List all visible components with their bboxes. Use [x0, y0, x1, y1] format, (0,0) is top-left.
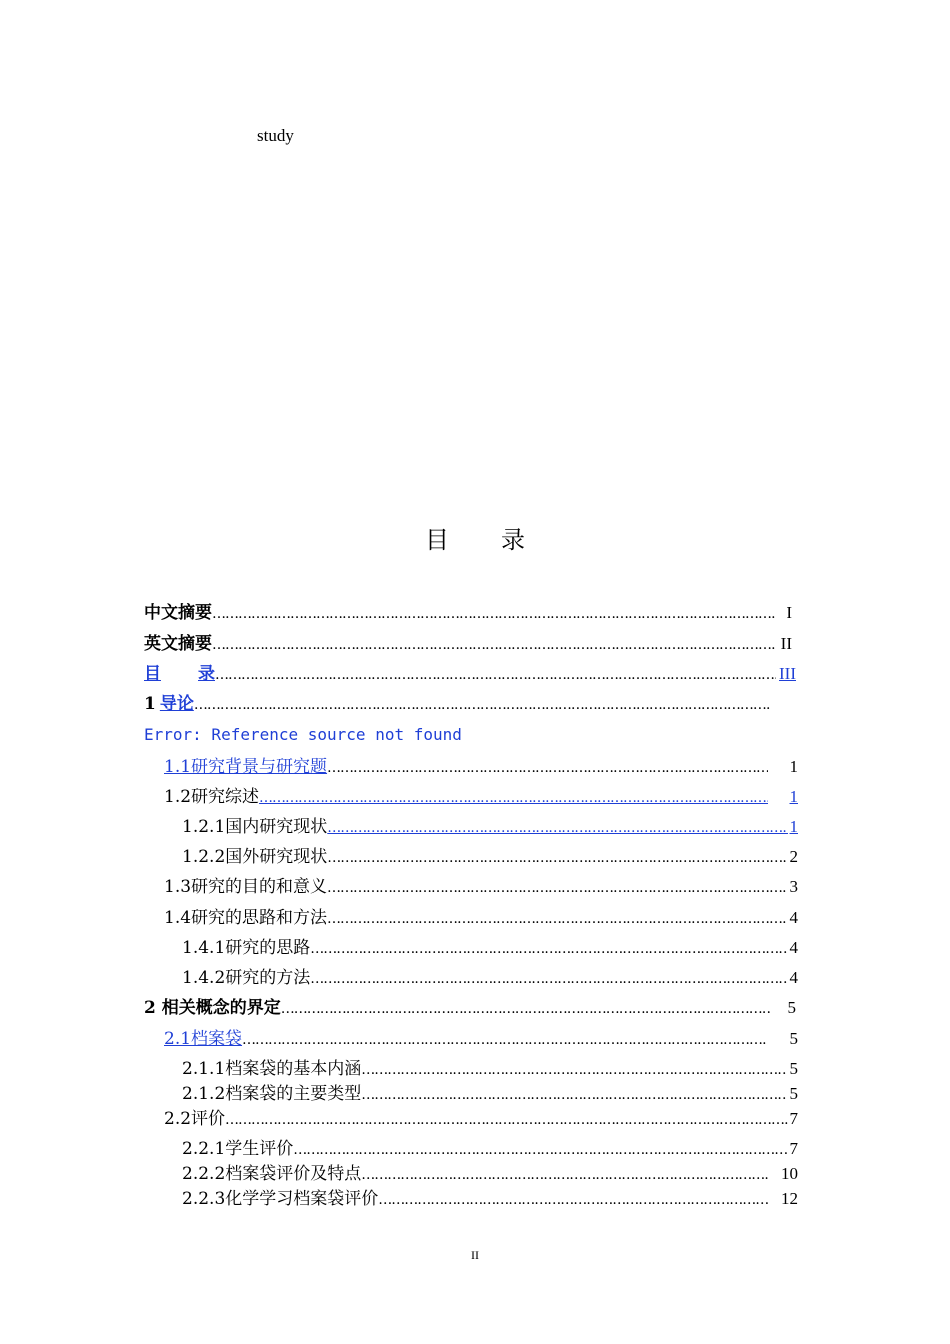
toc-entry-1-4[interactable]	[164, 905, 798, 929]
toc-page: 5	[789, 1029, 798, 1048]
toc-entry-1-4-2[interactable]	[182, 965, 798, 989]
toc-leader	[259, 788, 768, 808]
toc-leader	[212, 635, 776, 655]
toc-entry-1-4-1[interactable]	[182, 935, 798, 959]
toc-page: I	[786, 603, 792, 622]
toc-label: 2.2.3化学学习档案袋评价	[182, 1189, 379, 1209]
toc-entry-contents[interactable]	[144, 661, 796, 685]
toc-label: 1.4.2研究的方法	[182, 968, 311, 988]
toc-page: 7	[789, 1109, 798, 1128]
toc-page: 3	[789, 877, 798, 896]
toc-leader	[242, 1030, 768, 1050]
toc-label: 1.4.1研究的思路	[182, 938, 311, 958]
toc-leader	[293, 1140, 788, 1160]
toc-label: 2.2评价	[164, 1109, 226, 1129]
toc-leader	[281, 999, 772, 1019]
toc-entry-ch1[interactable]	[144, 691, 770, 715]
page-number-footer: II	[471, 1248, 479, 1262]
toc-entry-1-2-1[interactable]	[182, 814, 798, 838]
toc-label: 1.2研究综述	[164, 787, 260, 807]
toc-leader	[327, 758, 768, 778]
toc-entry-1-2-2[interactable]	[182, 844, 798, 868]
toc-leader	[361, 1165, 768, 1185]
toc-entry-1-3[interactable]	[164, 874, 798, 898]
toc-entry-zh-abstract[interactable]	[144, 600, 792, 624]
toc-entry-ch2[interactable]	[144, 995, 796, 1019]
toc-leader	[327, 848, 788, 868]
toc-entry-2-1[interactable]	[164, 1026, 798, 1050]
toc-label: 2.2.2档案袋评价及特点	[182, 1164, 362, 1184]
toc-title-left: 目	[425, 526, 449, 554]
toc-page: 1	[789, 817, 798, 836]
toc-label: 2.1档案袋	[164, 1029, 243, 1049]
toc-title	[0, 520, 950, 555]
toc-page: 5	[787, 998, 796, 1017]
toc-entry-2-2[interactable]	[164, 1106, 798, 1130]
toc-entry-2-2-2[interactable]	[182, 1161, 798, 1185]
toc-title-right: 录	[501, 526, 525, 554]
toc-page: 12	[781, 1189, 798, 1208]
toc-entry-en-abstract[interactable]	[144, 631, 792, 655]
toc-leader	[225, 1110, 788, 1130]
toc-page: 1	[789, 757, 798, 776]
toc-page: 5	[789, 1059, 798, 1078]
toc-page: 4	[789, 908, 798, 927]
toc-leader	[310, 969, 788, 989]
toc-entry-1-1[interactable]	[164, 754, 798, 778]
toc-entry-2-2-1[interactable]	[182, 1136, 798, 1160]
toc-label: 导论	[159, 694, 194, 714]
toc-page: 2	[789, 847, 798, 866]
toc-leader	[327, 878, 788, 898]
top-text: study	[257, 126, 294, 145]
toc-leader	[194, 695, 770, 715]
toc-entry-1-2[interactable]	[164, 784, 798, 808]
toc-page: 4	[789, 968, 798, 987]
toc-leader	[310, 939, 788, 959]
toc-leader	[327, 909, 788, 929]
toc-label: 中文摘要	[144, 603, 212, 623]
toc-label: 英文摘要	[144, 634, 212, 654]
toc-page: II	[780, 634, 792, 653]
toc-leader	[327, 818, 788, 838]
toc-label: 2 相关概念的界定	[144, 998, 281, 1018]
toc-leader	[361, 1060, 788, 1080]
toc-label: 1.2.2国外研究现状	[182, 847, 328, 867]
toc-label: 1.2.1国内研究现状	[182, 817, 328, 837]
toc-label: 2.1.2档案袋的主要类型	[182, 1084, 362, 1104]
toc-label: 2.2.1学生评价	[182, 1139, 294, 1159]
toc-page: 7	[789, 1139, 798, 1158]
toc-label: 1.4研究的思路和方法	[164, 908, 328, 928]
toc-page: 5	[789, 1084, 798, 1103]
toc-leader	[215, 665, 776, 685]
toc-label: 1.1研究背景与研究题	[164, 757, 328, 777]
toc-entry-2-2-3[interactable]	[182, 1186, 798, 1210]
toc-leader	[378, 1190, 768, 1210]
toc-page: III	[779, 664, 796, 683]
reference-error-text[interactable]: Error: Reference source not found	[144, 725, 462, 744]
toc-page: 4	[789, 938, 798, 957]
toc-leader	[212, 604, 776, 624]
toc-label: 目 录	[144, 664, 215, 684]
toc-page: 10	[781, 1164, 798, 1183]
toc-label: 2.1.1档案袋的基本内涵	[182, 1059, 362, 1079]
toc-label: 1.3研究的目的和意义	[164, 877, 328, 897]
toc-leader	[361, 1085, 788, 1105]
toc-page: 1	[789, 787, 798, 806]
toc-entry-2-1-2[interactable]	[182, 1081, 798, 1105]
toc-chapter-number: 1	[144, 694, 156, 714]
toc-entry-2-1-1[interactable]	[182, 1056, 798, 1080]
